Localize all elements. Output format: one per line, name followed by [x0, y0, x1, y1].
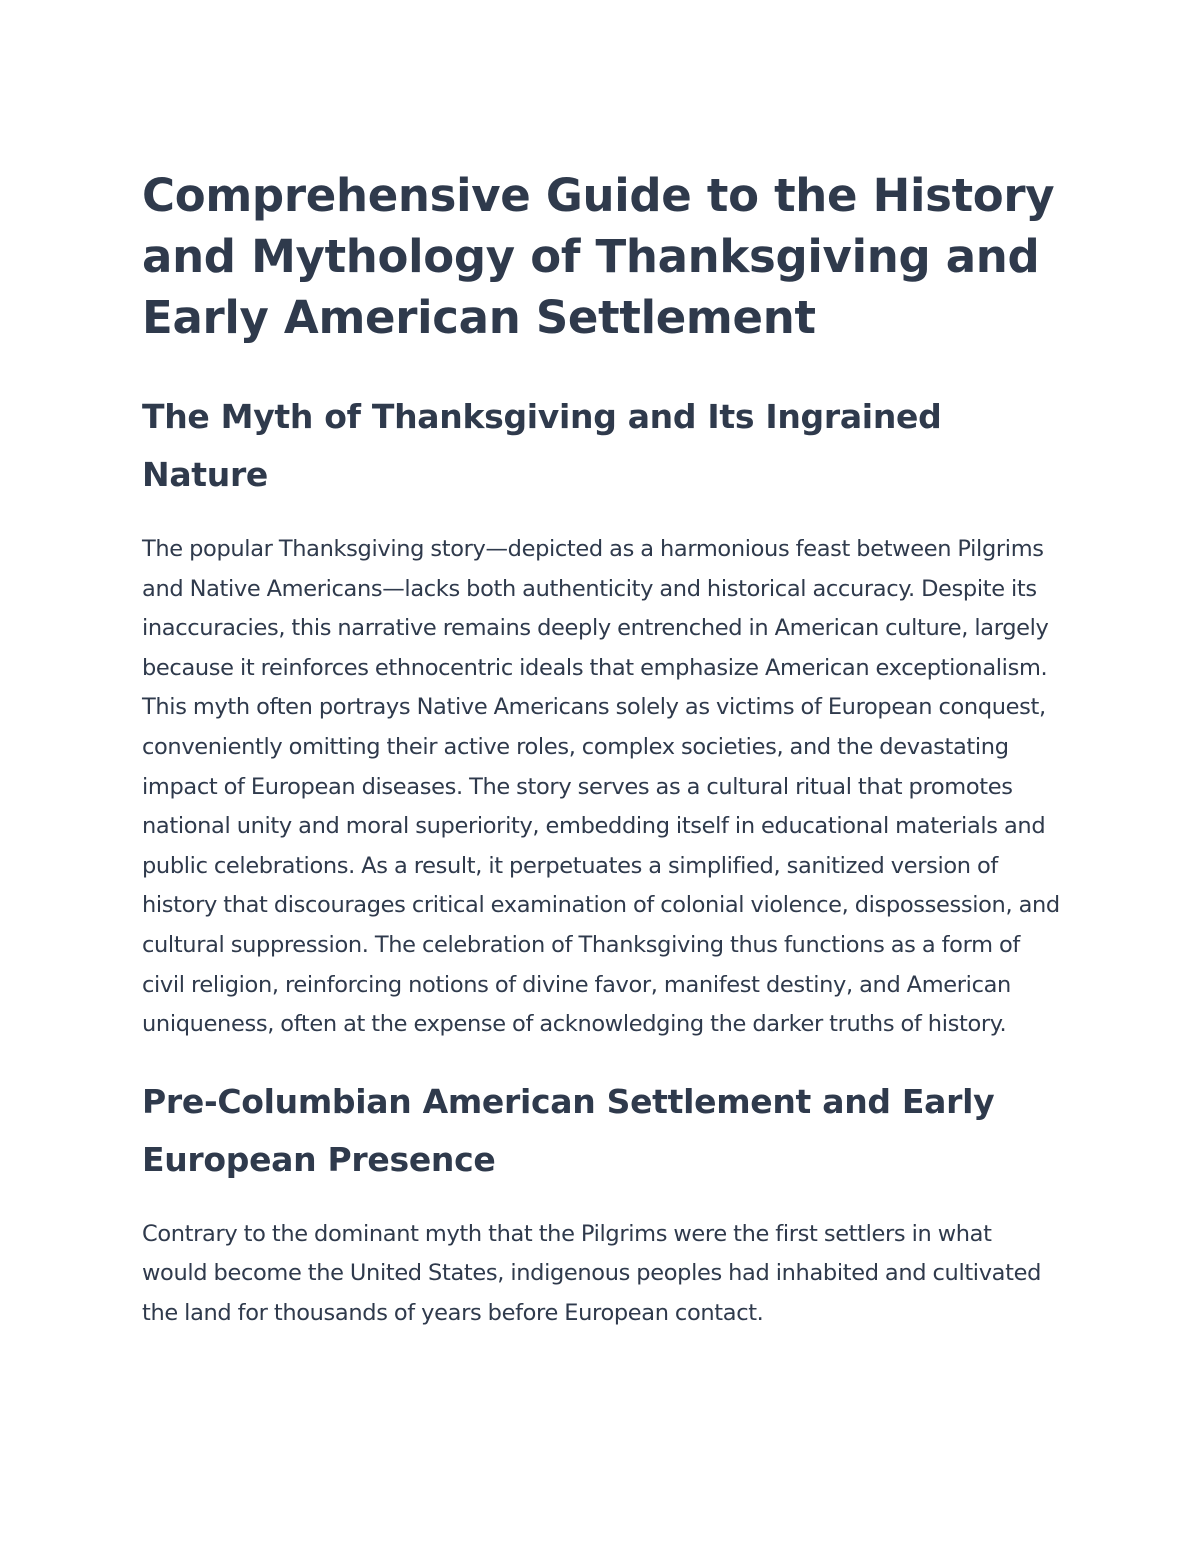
section-paragraph: Contrary to the dominant myth that the Pilgrims were the first settlers in what would become the United States, indigenous peoples had inhabited and cultivated the land for thousands of years before European contact. — [142, 1220, 1042, 1326]
section-pre-columbian-settlement — [142, 1073, 1060, 1334]
section-heading: Pre-Columbian American Settlement and Early European Presence — [142, 1081, 995, 1179]
section-heading: The Myth of Thanksgiving and Its Ingrained Nature — [142, 397, 942, 494]
document-page — [142, 165, 1060, 1362]
section-thanksgiving-myth — [142, 388, 1060, 1045]
document-title: Comprehensive Guide to the History and Mythology of Thanksgiving and Early American Settlement — [142, 169, 1055, 344]
section-paragraph: The popular Thanksgiving story—depicted as a harmonious feast between Pilgrims and Native Americans—lacks both authenticity and historical accuracy. Despite its inaccuracies, this narrative remains deeply entrenched in American culture, largely because it reinforces ethnocentric ideals that emphasize American exceptionalism. This myth often portrays Native Americans solely as victims of European conquest, conveniently omitting their active roles, complex societies, and the devastating impact of European diseases. The story serves as a cultural ritual that promotes national unity and moral superiority, embedding itself in educational materials and public celebrations. As a result, it perpetuates a simplified, sanitized version of history that discourages critical examination of colonial violence, dispossession, and cultural suppression. The celebration of Thanksgiving thus functions as a form of civil religion, reinforcing notions of divine favor, manifest destiny, and American uniqueness, often at the expense of acknowledging the darker truths of history. — [142, 536, 1060, 1038]
